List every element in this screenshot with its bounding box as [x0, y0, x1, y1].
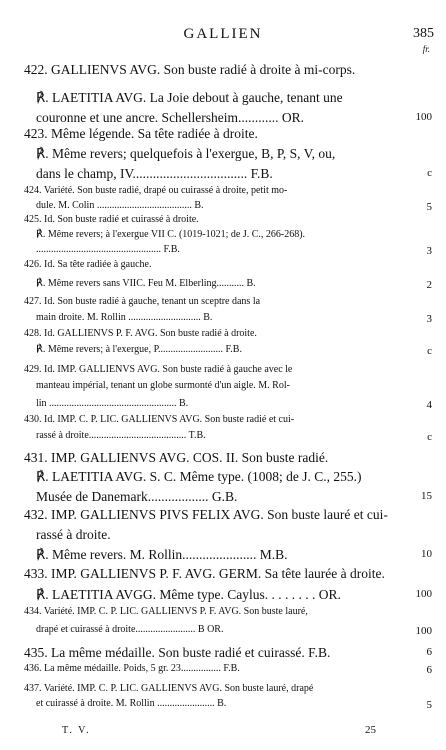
entry-line: ℟. LAETITIA AVGG. Même type. Caylus. . . . . . . . OR. [36, 587, 341, 602]
entry-line: 435. La même médaille. Son buste radié et cuirassé. F.B. [24, 645, 331, 660]
entry-value: 6 [426, 646, 432, 658]
entry-line: rassé à droite. [36, 527, 111, 542]
entry-line: 430. Id. IMP. C. P. LIC. GALLIENVS AVG. Son buste radié et cui- [24, 414, 295, 425]
entry-line: dans le champ, IV.................................. F.B. [36, 166, 273, 181]
entry-value: 10 [421, 548, 432, 560]
entry-line: 426. Id. Sa tête radiée à gauche. [24, 259, 152, 270]
entry-value: 5 [426, 699, 432, 711]
entry-line: 431. IMP. GALLIENVS AVG. COS. II. Son buste radié. [24, 450, 329, 465]
entry-line: 433. IMP. GALLIENVS P. F. AVG. GERM. Sa tête laurée à droite. [24, 566, 385, 581]
entry-line: .................................................. F.B. [36, 244, 180, 255]
entry-line: 427. Id. Son buste radié à gauche, tenant un sceptre dans la [24, 296, 261, 307]
entry-line: ℟. Même revers sans VIIC. Feu M. Elberling........... B. [36, 278, 256, 289]
entry-line: ℟. LAETITIA AVG. S. C. Même type. (1008; de J. C., 255.) [36, 469, 362, 484]
entry-line: 423. Même légende. Sa tête radiée à droite. [24, 126, 258, 141]
entry-line: 424. Variété. Son buste radié, drapé ou cuirassé à droite, petit mo- [24, 185, 288, 196]
entry-line: 429. Id. IMP. GALLIENVS AVG. Son buste radié à gauche avec le [24, 364, 293, 375]
entry-value: 100 [415, 111, 432, 123]
entry-value: c [427, 345, 432, 357]
entry-value: 6 [426, 664, 432, 676]
entry-line: 425. Id. Son buste radié et cuirassé à droite. [24, 214, 199, 225]
entry-value: 2 [426, 279, 432, 291]
entry-value: 4 [426, 399, 432, 411]
entry-line: couronne et une ancre. Schellersheim............ OR. [36, 110, 305, 125]
page-title: GALLIEN [183, 26, 263, 42]
corner-mark: fr. [422, 44, 430, 54]
entry-line: drapé et cuirassé à droite........................ B OR. [36, 624, 224, 635]
entry-line: ℟. Même revers; à l'exergue VII C. (1019-1021; de J. C., 266-268). [36, 229, 306, 240]
entry-value: 100 [415, 625, 432, 637]
footer-gathering: 25 [365, 724, 376, 736]
entry-line: 436. La même médaille. Poids, 5 gr. 23................ F.B. [24, 663, 240, 674]
footer-signature: T. V. [62, 725, 91, 736]
entry-line: manteau impérial, tenant un globe surmonté d'un aigle. M. Rol- [36, 380, 290, 391]
entry-line: Musée de Danemark.................. G.B. [36, 489, 238, 504]
entry-value: 15 [421, 490, 432, 502]
entry-line: ℟. Même revers; quelquefois à l'exergue, B, P, S, V, ou, [36, 146, 336, 161]
entry-value: 5 [426, 201, 432, 213]
entry-line: ℟. LAETITIA AVG. La Joie debout à gauche, tenant une [36, 90, 343, 105]
entry-value: c [427, 167, 432, 179]
entry-line: 432. IMP. GALLIENVS PIVS FELIX AVG. Son buste lauré et cui- [24, 507, 388, 522]
entry-line: 428. Id. GALLIENVS P. F. AVG. Son buste radié à droite. [24, 328, 257, 339]
entry-line: rassé à droite....................................... T.B. [36, 430, 206, 441]
entry-line: et cuirassé à droite. M. Rollin ....................... B. [36, 698, 227, 709]
entry-value: c [427, 431, 432, 443]
entry-line: lin ................................................... B. [36, 398, 189, 409]
entry-value: 3 [426, 245, 432, 257]
page-number: 385 [413, 26, 434, 41]
entry-line: 422. GALLIENVS AVG. Son buste radié à droite à mi-corps. [24, 62, 356, 77]
entry-value: 100 [415, 588, 432, 600]
entry-line: ℟. Même revers. M. Rollin...................... M.B. [36, 547, 288, 562]
entry-value: 3 [426, 313, 432, 325]
entry-line: dule. M. Colin ...................................... B. [36, 200, 204, 211]
entry-line: 437. Variété. IMP. C. P. LIC. GALLIENVS AVG. Son buste lauré, drapé [24, 683, 314, 694]
entry-line: main droite. M. Rollin ............................. B. [36, 312, 213, 323]
entry-line: 434. Variété. IMP. C. P. LIC. GALLIENVS P. F. AVG. Son buste lauré, [24, 606, 308, 617]
entry-line: ℟. Même revers; à l'exergue, P.......................... F.B. [36, 344, 242, 355]
